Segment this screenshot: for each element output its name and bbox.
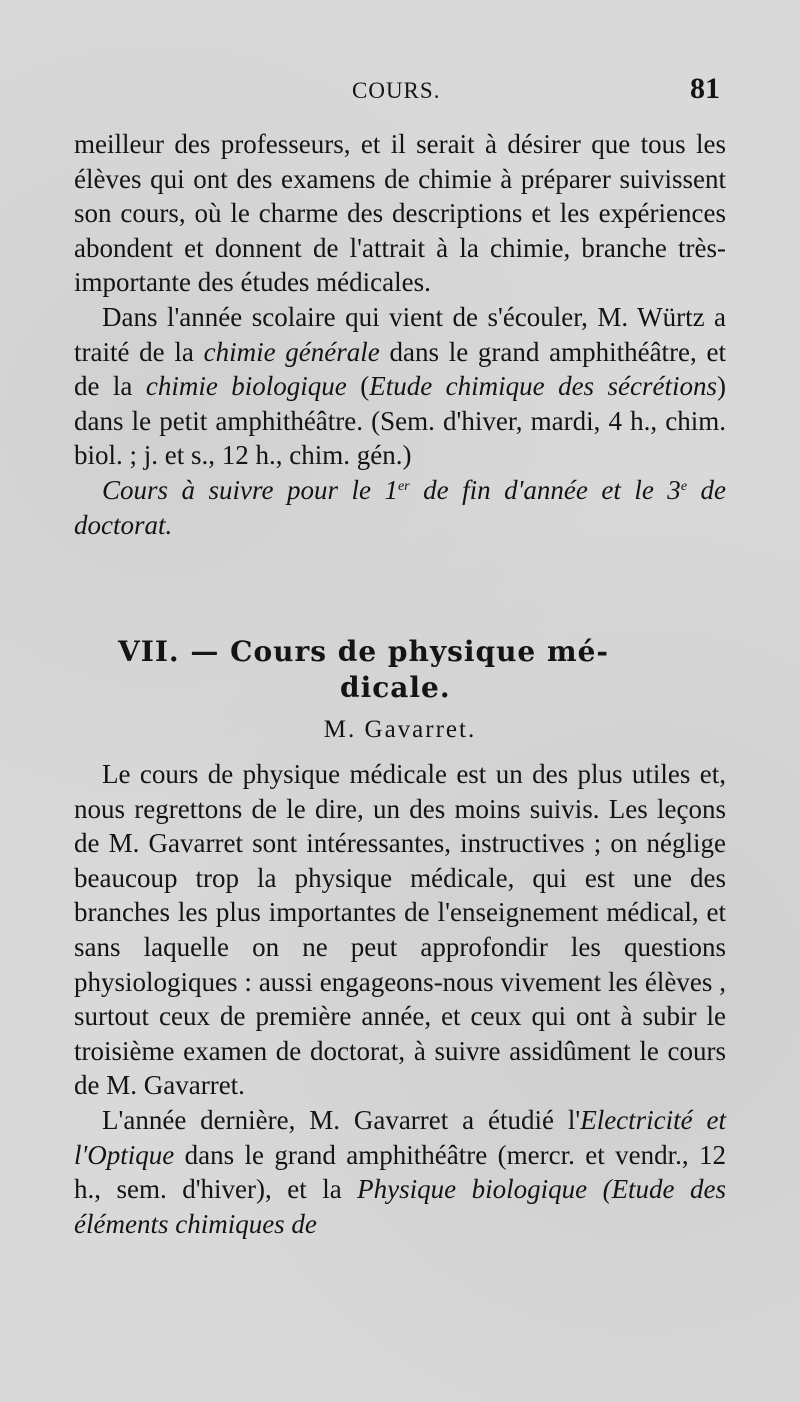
paragraph-continuation: meilleur des professeurs, et il serait à désirer que tous les élèves qui ont des examens de chimie à préparer suivissent son cours, où le charme des descriptions et les expériences abondent et donnent de l'attrait à la chimie, branche très-importante des études médicales. xyxy=(74,129,726,298)
text-block-lower xyxy=(74,757,726,1241)
note-text: de doctorat. xyxy=(74,474,727,540)
running-title: COURS. xyxy=(352,78,441,103)
superscript: er xyxy=(397,478,410,494)
note-text: Cours à suivre pour le 1 xyxy=(102,474,398,505)
section-heading-line1: VII. — Cours de physique mé- xyxy=(118,635,610,668)
paragraph-gavarret xyxy=(74,1103,726,1241)
paragraph-text: ( xyxy=(346,371,370,402)
superscript: e xyxy=(680,478,688,494)
paragraph-physique: Le cours de physique médicale est un des plus utiles et, nous regrettons de le dire, un des moins suivis. Les leçons de M. Gavarret sont intéressantes, instructives ; on néglige beaucoup trop la physique médicale, qui est une des branches les plus importantes de l'enseignement médical, et sans laquelle on ne peut approfondir les questions physiologiques : aussi engageons-nous vivement les élèves , surtout ceux de première année, et ceux qui ont à subir le troisième examen de doctorat, à suivre assidûment le cours de M. Gavarret. xyxy=(74,759,726,1101)
section-heading-line2: dicale. xyxy=(340,671,451,704)
paragraph-text: dans le grand amphithéâtre (mercr. et vendr., 12 h., sem. d'hiver), et la xyxy=(74,1139,726,1205)
paragraph-wurtz xyxy=(74,300,726,473)
running-head xyxy=(0,70,800,110)
section-heading xyxy=(118,634,718,706)
italic-text: Physique biologique (Etude des éléments chimiques de xyxy=(74,1174,727,1239)
italic-text: chimie générale xyxy=(203,336,380,367)
paragraph-text: dans le grand amphithéâtre, et de la xyxy=(74,336,726,402)
italic-text: Electricité et l'Optique xyxy=(74,1104,726,1170)
course-note xyxy=(74,473,726,542)
paragraph-text: L'année dernière, M. Gavarret a étudié l' xyxy=(102,1104,581,1135)
note-text: de fin d'année et le 3 xyxy=(409,474,681,505)
section-author: M. Gavarret. xyxy=(323,716,477,743)
paragraph-text: ) dans le petit amphithéâtre. (Sem. d'hiver, mardi, 4 h., chim. biol. ; j. et s., 12 h., chim. gén.) xyxy=(74,371,726,471)
page-number: 81 xyxy=(690,72,720,105)
paragraph-text: Dans l'année scolaire qui vient de s'écouler, M. Würtz a traité de la xyxy=(74,301,726,367)
italic-text: Etude chimique des sécrétions xyxy=(369,371,717,402)
text-block-upper xyxy=(74,127,726,542)
italic-text: chimie biologique xyxy=(145,371,347,402)
